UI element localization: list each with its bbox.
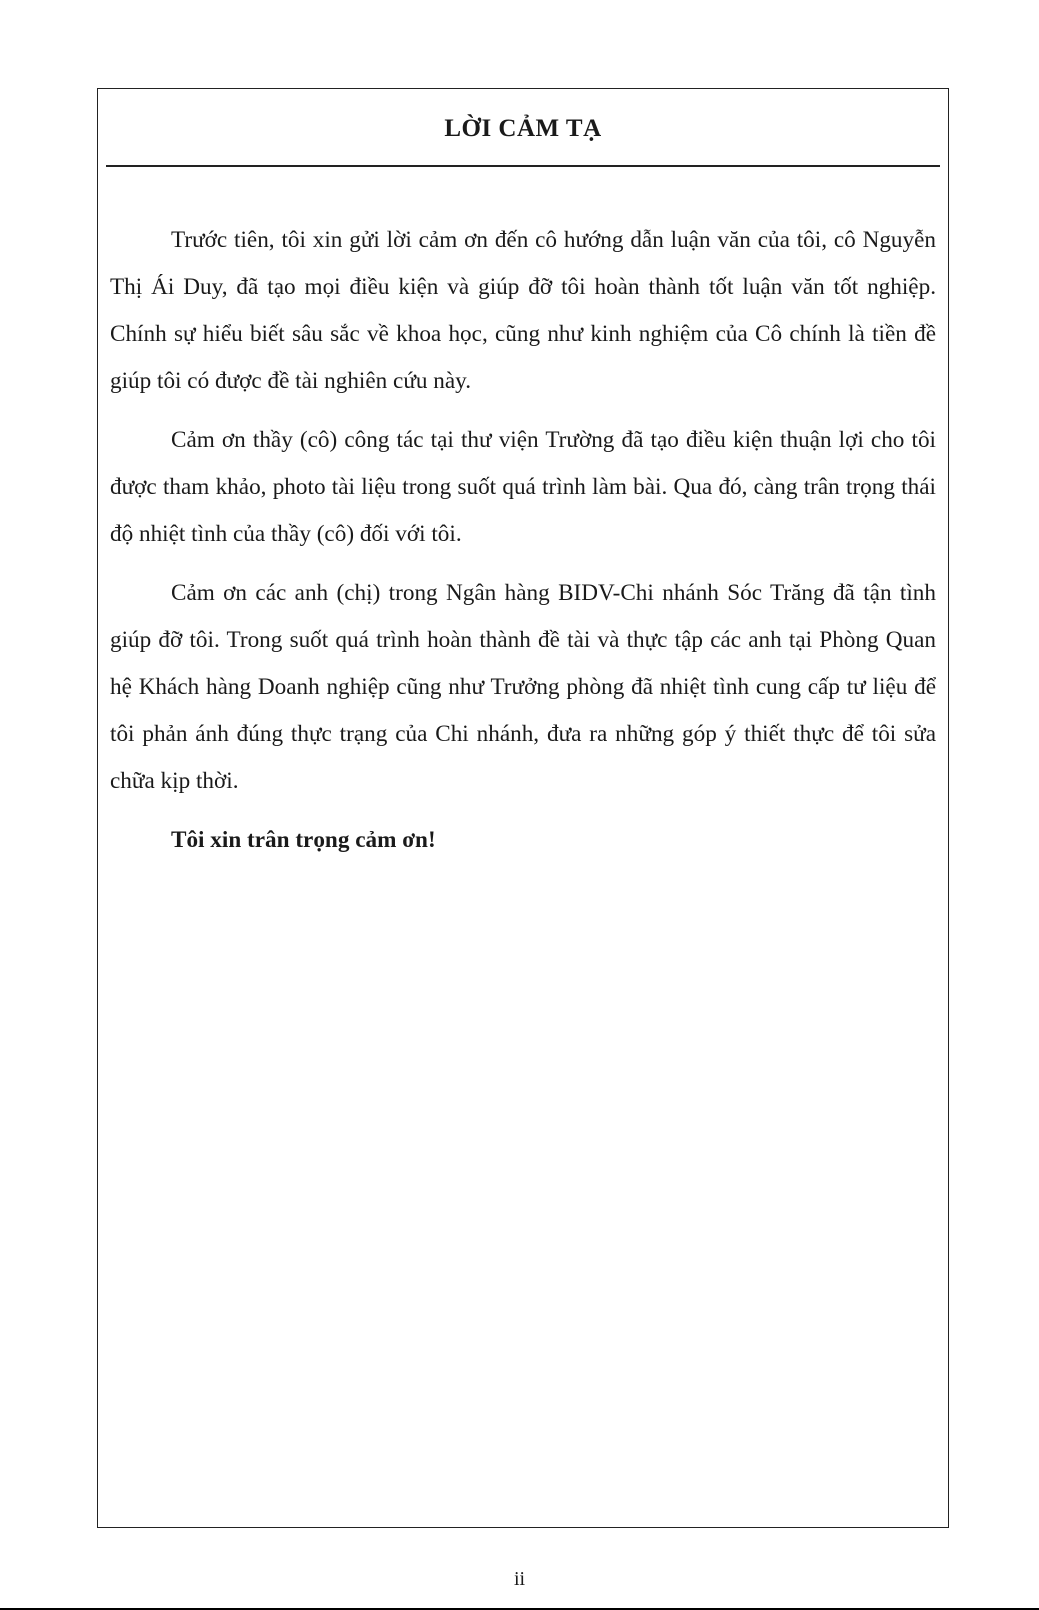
- title-underline: [106, 165, 940, 167]
- page-title: LỜI CẢM TẠ: [444, 115, 602, 142]
- paragraph-2: Cảm ơn thầy (cô) công tác tại thư viện Trường đã tạo điều kiện thuận lợi cho tôi được tham khảo, photo tài liệu trong suốt quá trình làm bài. Qua đó, càng trân trọng thái độ nhiệt tình của thầy (cô) đối với tôi.: [110, 427, 936, 547]
- paragraph-3: Cảm ơn các anh (chị) trong Ngân hàng BIDV-Chi nhánh Sóc Trăng đã tận tình giúp đỡ tôi. Trong suốt quá trình hoàn thành đề tài và thực tập các anh tại Phòng Quan hệ Khách hàng Doanh nghiệp cũng như Trưởng phòng đã nhiệt tình cung cấp tư liệu để tôi phản ánh đúng thực trạng của Chi nhánh, đưa ra những góp ý thiết thực để tôi sửa chữa kịp thời.: [110, 580, 936, 794]
- paragraph-1: Trước tiên, tôi xin gửi lời cảm ơn đến cô hướng dẫn luận văn của tôi, cô Nguyễn Thị Ái Duy, đã tạo mọi điều kiện và giúp đỡ tôi hoàn thành tốt luận văn tốt nghiệp. Chính sự hiểu biết sâu sắc về khoa học, cũng như kinh nghiệm của Cô chính là tiền đề giúp tôi có được đề tài nghiên cứu này.: [110, 227, 936, 394]
- page-border: [97, 88, 949, 1528]
- page-number: ii: [513, 1568, 526, 1590]
- closing-line: Tôi xin trân trọng cảm ơn!: [171, 827, 436, 853]
- acknowledgement-body: [110, 217, 936, 876]
